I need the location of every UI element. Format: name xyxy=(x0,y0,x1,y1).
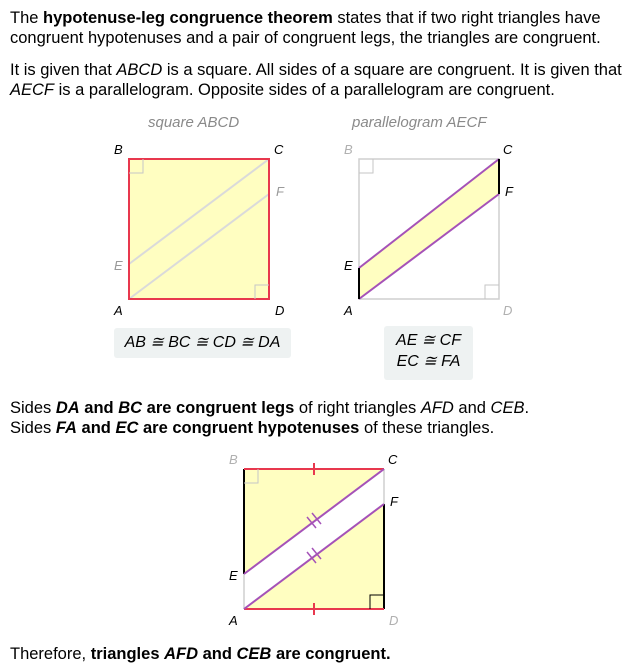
legs-period: . xyxy=(524,399,530,417)
label-e2: E xyxy=(344,258,353,273)
square-congruence-text: AB ≅ BC ≅ CD ≅ DA xyxy=(124,334,281,351)
given-text-2: is a square. All sides of a square are congruent. It is given that xyxy=(162,61,622,79)
label-a: A xyxy=(114,303,123,318)
legs-side-da: DA xyxy=(55,399,80,417)
parallelogram-caption: parallelogram AECF xyxy=(352,114,487,131)
intro-text-2: states that if two right triangles have congruent hypotenuses and a pair of congruent legs, the triangles are congruent. xyxy=(10,9,601,47)
label-d3: D xyxy=(389,613,399,628)
conclusion-ceb: CEB xyxy=(236,645,272,663)
label-b: B xyxy=(114,142,123,157)
intro-text-1: The xyxy=(10,9,44,27)
hyp-side-fa: FA xyxy=(55,419,77,437)
hyp-side-ec: EC xyxy=(115,419,139,437)
given-square-name: ABCD xyxy=(116,61,163,79)
label-d2: D xyxy=(503,303,513,318)
square-caption: square ABCD xyxy=(148,114,240,131)
given-text-3: is a parallelogram. Opposite sides of a parallelogram are congruent. xyxy=(54,81,555,99)
label-b2: B xyxy=(344,142,353,157)
conclusion-afd: AFD xyxy=(164,645,198,663)
conclusion-end: are congruent. xyxy=(271,645,391,663)
legs-triangle-ceb: CEB xyxy=(490,399,525,417)
label-a3: A xyxy=(229,613,238,628)
conclusion-triangles: triangles xyxy=(90,645,165,663)
label-c2: C xyxy=(503,142,513,157)
label-a2: A xyxy=(344,303,353,318)
hyp-and: and xyxy=(76,419,116,437)
label-e: E xyxy=(114,258,123,273)
label-c: C xyxy=(274,142,284,157)
theorem-name: hypotenuse-leg congruence theorem xyxy=(43,9,333,27)
legs-and-2: and xyxy=(453,399,491,417)
legs-congruent-legs: are congruent legs xyxy=(142,399,295,417)
legs-text-1: Sides xyxy=(10,399,56,417)
hyp-text-2: of these triangles. xyxy=(359,419,495,437)
legs-and: and xyxy=(79,399,119,417)
conclusion-text-1: Therefore, xyxy=(10,645,91,663)
legs-triangle-afd: AFD xyxy=(420,399,454,417)
given-parallelogram-name: AECF xyxy=(10,81,55,99)
label-e3: E xyxy=(229,568,238,583)
given-text-1: It is given that xyxy=(10,61,117,79)
label-c3: C xyxy=(388,452,398,467)
congruence-ec-fa: EC ≅ FA xyxy=(396,353,461,370)
label-b3: B xyxy=(229,452,238,467)
legs-text-2: of right triangles xyxy=(294,399,421,417)
hyp-text-1: Sides xyxy=(10,419,56,437)
label-d: D xyxy=(275,303,285,318)
legs-side-bc: BC xyxy=(118,399,143,417)
label-f2: F xyxy=(505,184,513,199)
label-f: F xyxy=(276,184,284,199)
label-f3: F xyxy=(390,494,398,509)
hyp-congruent-hypotenuses: are congruent hypotenuses xyxy=(138,419,360,437)
conclusion-paragraph xyxy=(10,644,622,664)
conclusion-and: and xyxy=(198,645,237,663)
congruence-ae-cf: AE ≅ CF xyxy=(396,332,461,349)
